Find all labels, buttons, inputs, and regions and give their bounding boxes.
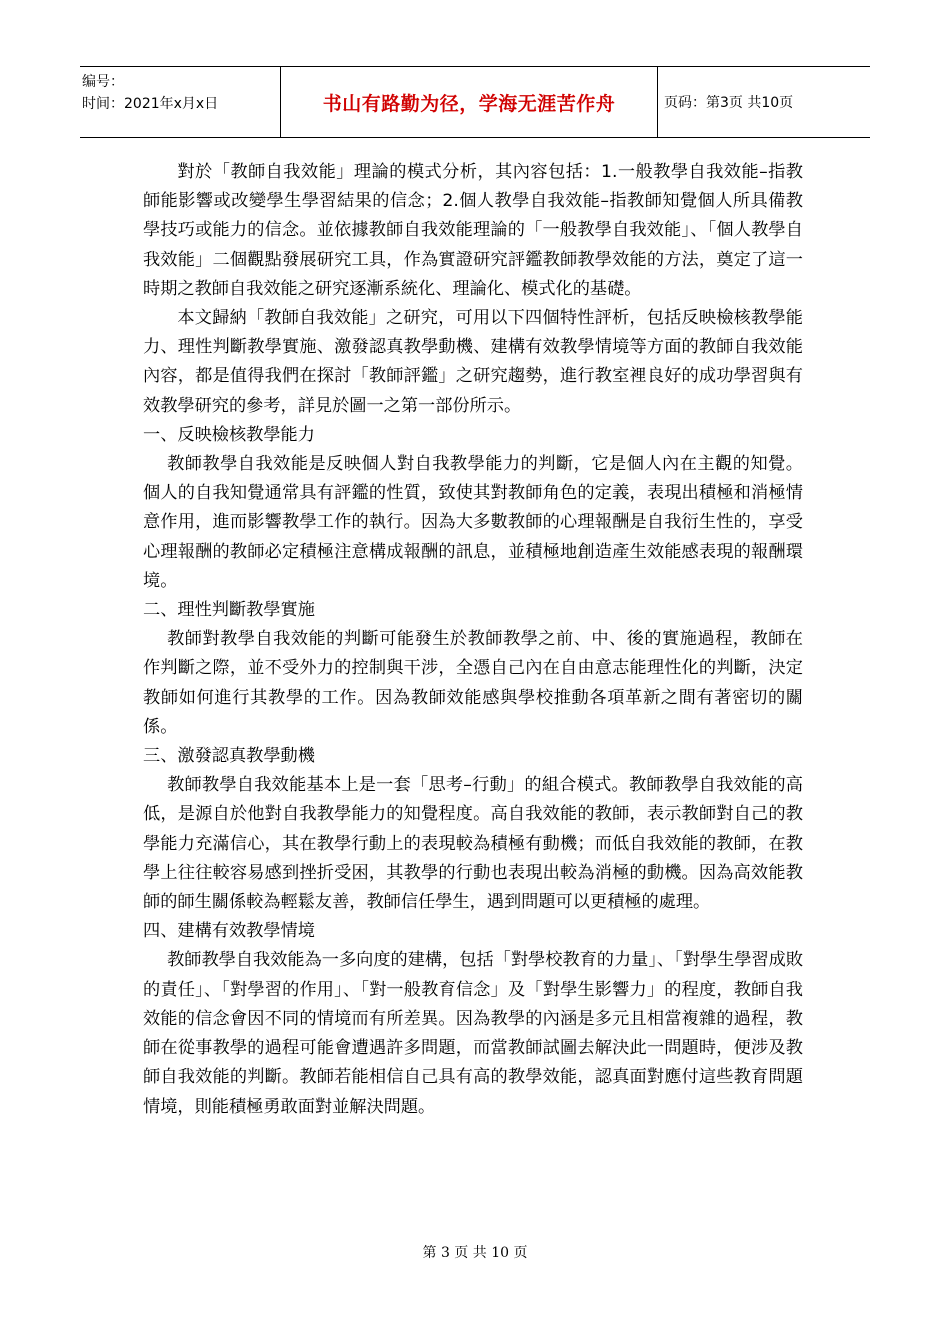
section-body-1: 教師教學自我效能是反映個人對自我教學能力的判斷，它是個人內在主觀的知覺。個人的自我知覺通常具有評鑑的性質，致使其對教師角色的定義，表現出積極和消極情意作用，進而影響教學工作的執行。因為大多數教師的心理報酬是自我衍生性的，享受心理報酬的教師必定積極注意構成報酬的訊息，並積極地創造產生效能感表現的報酬環境。 [143,454,803,591]
page-footer [0,1242,950,1262]
section-heading-4: 四、建構有效教學情境 [143,921,315,942]
header-meta [82,71,280,115]
summary-paragraph: 本文歸納「教師自我效能」之研究，可用以下四個特性評析，包括反映檢核教學能力、理性判斷教學實施、激發認真教學動機、建構有效教學情境等方面的教師自我效能內容，都是值得我們在探討「教師評鑑」之研究趨勢，進行教室裡良好的成功學習與有效教學研究的參考，詳見於圖一之第一部份所示。 [143,308,803,416]
page-header [80,66,870,138]
section-heading-2: 二、理性判斷教學實施 [143,600,315,621]
header-page-cell [664,67,793,137]
document-number-label: 编号： [82,74,124,90]
header-motto: 书山有路勤为径，学海无涯苦作舟 [322,92,616,115]
section-heading-3: 三、激發認真教學動機 [143,746,315,767]
section-body-2: 教師對教學自我效能的判斷可能發生於教師教學之前、中、後的實施過程，教師在作判斷之際，並不受外力的控制與干涉，全憑自己內在自由意志能理性化的判斷，決定教師如何進行其教學的工作。因為教師效能感與學校推動各項革新之間有著密切的關係。 [143,629,803,737]
header-page-label: 页码：第3页 共10页 [664,95,794,111]
document-body [143,158,803,1122]
section-body-4: 教師教學自我效能為一多向度的建構，包括「對學校教育的力量」、「對學生學習成敗的責任」、「對學習的作用」、「對一般教育信念」及「對學生影響力」的程度，教師自我效能的信念會因不同的情境而有所差異。因為教學的內涵是多元且相當複雜的過程，教師在從事教學的過程可能會遭遇許多問題，而當教師試圖去解決此一問題時，便涉及教師自我效能的判斷。教師若能相信自己具有高的教學效能，認真面對應付這些教育問題情境，則能積極勇敢面對並解決問題。 [143,950,804,1117]
footer-page-number: 第 3 页 共 10 页 [422,1245,528,1261]
header-motto-cell [280,67,658,137]
intro-paragraph: 對於「教師自我效能」理論的模式分析，其內容包括：1.一般教學自我效能–指教師能影響或改變學生學習結果的信念；2.個人教學自我效能–指教師知覺個人所具備教學技巧或能力的信念。並依據教師自我效能理論的「一般教學自我效能」、「個人教學自我效能」二個觀點發展研究工具，作為實證研究評鑑教師教學效能的方法，奠定了這一時期之教師自我效能之研究逐漸系統化、理論化、模式化的基礎。 [143,162,803,299]
document-time-label: 时间：2021年x月x日 [82,96,219,112]
section-heading-1: 一、反映檢核教學能力 [143,424,315,445]
section-body-3: 教師教學自我效能基本上是一套「思考–行動」的組合模式。教師教學自我效能的高低，是源自於他對自我教學能力的知覺程度。高自我效能的教師，表示教師對自己的教學能力充滿信心，其在教學行動上的表現較為積極有動機；而低自我效能的教師，在教學上往往較容易感到挫折受困，其教學的行動也表現出較為消極的動機。因為高效能教師的師生關係較為輕鬆友善，教師信任學生，遇到問題可以更積極的處理。 [143,775,803,913]
